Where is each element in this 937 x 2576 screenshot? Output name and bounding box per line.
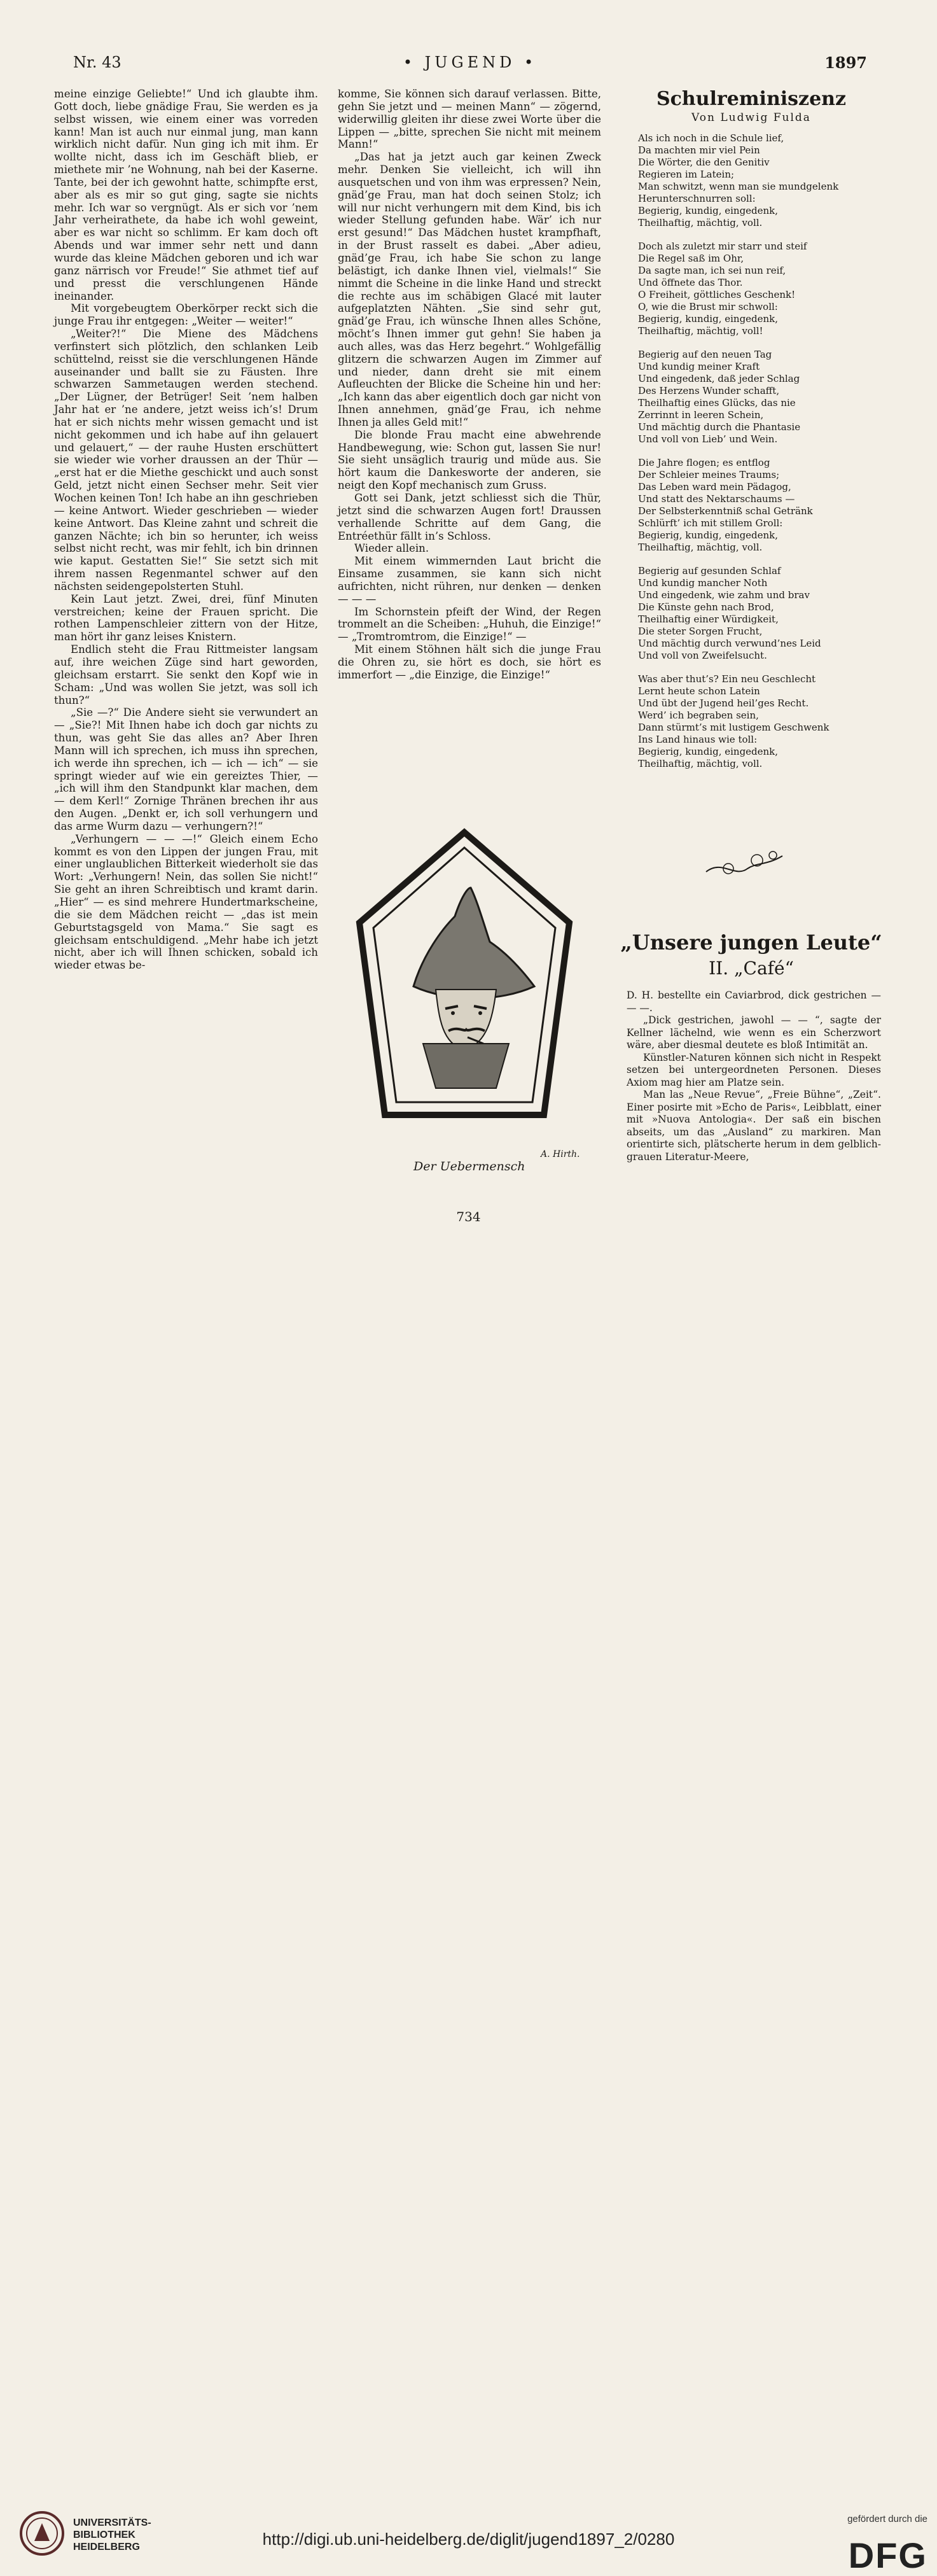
poem-line: Die steter Sorgen Frucht, <box>638 625 763 637</box>
paragraph: Mit einem wimmernden Laut bricht die Einsame zusammen, sie kann sich nicht aufrichten, nicht rühren, nur denken — denken — — — <box>338 555 601 605</box>
illustration-uebermensch <box>353 827 576 1120</box>
poem-line: Die Künste gehn nach Brod, <box>638 601 774 613</box>
digitization-footer <box>0 1250 937 2575</box>
poem-author: Von Ludwig Fulda <box>691 111 811 124</box>
essay-column <box>627 990 881 1163</box>
poem-line: Man schwitzt, wenn man sie mundgelenk <box>638 180 839 192</box>
poem-line: Theilhaftig, mächtig, voll. <box>638 757 763 769</box>
poem-line: Theilhaftig, mächtig, voll! <box>638 325 763 337</box>
poem-line: Begierig, kundig, eingedenk, <box>638 529 779 541</box>
paragraph: „Dick gestrichen, jawohl — — “, sagte der Kellner lächelnd, wie wenn es ein Scherzwort wäre, aber diesmal deutete es bloß Intimität an. <box>627 1014 881 1051</box>
paragraph: Endlich steht die Frau Rittmeister langsam auf, ihre weichen Züge sind hart geworden, gleichsam erstarrt. Sie senkt den Kopf wie in Scham: „Und was wollen Sie jetzt, was soll ich thun?“ <box>54 643 318 706</box>
poem-line: Lernt heute schon Latein <box>638 685 760 697</box>
poem-stanza <box>638 457 882 554</box>
poem-line: Theilhaftig einer Würdigkeit, <box>638 613 779 625</box>
poem-line: Begierig auf den neuen Tag <box>638 348 772 360</box>
poem-column <box>620 88 882 781</box>
library-line: UNIVERSITÄTS- <box>73 2517 151 2528</box>
flower-ornament-icon <box>703 846 786 885</box>
poem-line: Doch als zuletzt mir starr und steif <box>638 240 807 252</box>
magazine-title: • JUGEND • <box>403 53 538 71</box>
poem-stanza <box>638 349 882 445</box>
essay-subtitle: II. „Café“ <box>709 958 794 979</box>
poem-line: Da sagte man, ich sei nun reif, <box>638 264 786 276</box>
paragraph: „Weiter?!“ Die Miene des Mädchens verfinstert sich plötzlich, den schlanken Leib schüttelnd, reisst sie die verschlungenen Hände auseinander und ballt sie zu Fäusten. Ihre schwarzen Sammetaugen werden stechend. „Der Lügner, der Betrüger! Seit ’nem halben Jahr hat er ’ne andere, jetzt weiss ich’s! Drum hat er sich nichts mehr wissen gemacht und ist nicht gekommen und ich habe auf ihn gelauert und gelauert,“ — der rauhe Husten erschüttert sie wieder wie vorher draussen an der Thür — „erst hat er die Miethe geschickt und auch sonst Geld, jetzt nicht einen Sechser mehr. Seit vier Wochen keinen Ton! Ich habe an ihn geschrieben — keine Antwort. Wieder geschrieben — wieder keine Antwort. Das Kleine zahnt und schreit die ganzen Nächte; ich bin so herunter, ich weiss selbst nicht recht, was mir fehlt, ich bin drinnen wie kaput. Gestatten Sie!“ Sie setzt sich mit ihrem nassen Regenmantel schwer auf den nächsten seidengepolsterten Stuhl. <box>54 328 318 592</box>
poem-line: Und mächtig durch verwund’nes Leid <box>638 637 821 649</box>
paragraph: „Das hat ja jetzt auch gar keinen Zweck mehr. Denken Sie vielleicht, ich will ihn ausquetschen und von ihm was erpressen? Nein, gnäd’ge Frau, man hat doch seinen Stolz; ich will nur nicht verhungern mit dem Kind, bis ich wieder Stellung gefunden habe. Wär’ ich nur erst gesund!“ Das Mädchen hustet krampfhaft, in der Brust rasselt es dabei. „Aber adieu, gnäd’ge Frau, ich habe Sie schon zu lange belästigt, ich danke Ihnen viel, vielmals!“ Sie nimmt die Scheine in die linke Hand und streckt die rechte aus im schäbigen Glacé mit lauter aufgeplatzten Nähten. „Sie sind sehr gut, gnäd’ge Frau, ich wünsche Ihnen alles Schöne, möcht’s Ihnen immer gut gehn! Sie haben ja auch alles, was das Herz begehrt.“ Wohlgefällig glitzern die schwarzen Augen im Zimmer auf und nieder, dann dreht sie mit einem Aufleuchten der Blicke die Scheine hin und her: „Ich kann das aber eigentlich doch gar nicht von Ihnen annehmen, gnäd’ge Frau, ich nehme Ihnen ja alles Geld mit!“ <box>338 151 601 428</box>
illustration-signature: A. Hirth. <box>541 1149 580 1159</box>
paragraph: Gott sei Dank, jetzt schliesst sich die Thür, jetzt sind die schwarzen Augen fort! Draussen verhallende Schritte auf dem Gang, die Entréethür fällt in’s Schloss. <box>338 492 601 542</box>
poem-line: Ins Land hinaus wie toll: <box>638 733 758 745</box>
poem-line: Als ich noch in die Schule lief, <box>638 132 784 144</box>
library-line: HEIDELBERG <box>73 2542 140 2552</box>
paragraph: Kein Laut jetzt. Zwei, drei, fünf Minuten verstreichen; keine der Frauen spricht. Die rothen Lampenschleier zittern von der Hitze, man hört ihr ganz leises Knistern. <box>54 592 318 643</box>
poem-line: Herunterschnurren soll: <box>638 192 756 204</box>
poem-line: Und übt der Jugend heil’ges Recht. <box>638 697 809 709</box>
paragraph: Die blonde Frau macht eine abwehrende Handbewegung, wie: Schon gut, lassen Sie nur! Sie sieht unsäglich traurig und müde aus. Sie hört kaum die Dankesworte der anderen, sie neigt den Kopf mechanisch zum Gruss. <box>338 428 601 492</box>
paragraph: meine einzige Geliebte!“ Und ich glaubte ihm. Gott doch, liebe gnädige Frau, Sie werden es ja selbst wissen, wie einem einer was vorreden kann! Man ist auch nur einmal jung, man kann wirklich nicht dafür. Nun ging ich mit ihm. Er wollte nicht, dass ich im Geschäft blieb, er miethete mir ’ne Wohnung, nah bei der Kaserne. Tante, bei der ich gewohnt hatte, schimpfte erst, aber als es mir so gut ging, sagte sie nichts mehr. Ich war so vergnügt. Als er sich vor ’nem Jahr verheirathete, da habe ich wohl geweint, aber es war nicht so schlimm. Er kam doch oft Abends und war immer sehr nett und dann wurde das kleine Mädchen geboren und ich war ganz närrisch vor Freude!“ Sie athmet tief auf und presst die verschlungenen Hände ineinander. <box>54 88 318 302</box>
poem-stanzas <box>620 132 882 770</box>
poem-line: Theilhaftig, mächtig, voll. <box>638 541 763 553</box>
poem-line: Die Regel saß im Ohr, <box>638 252 744 264</box>
funded-by-label: gefördert durch die <box>847 2514 927 2524</box>
poem-line: O Freiheit, göttliches Geschenk! <box>638 288 796 300</box>
source-url-link[interactable]: http://digi.ub.uni-heidelberg.de/diglit/jugend1897_2/0280 <box>262 2530 675 2549</box>
page-number: 734 <box>456 1209 481 1224</box>
paragraph: „Sie —?“ Die Andere sieht sie verwundert an — „Sie?! Mit Ihnen habe ich doch gar nichts zu thun, was geht Sie das alles an? Aber Ihren Mann will ich sprechen, ich muss ihn sprechen, ich werde ihn sprechen, ich — ich — ich“ — sie springt wieder auf wie ein gereiztes Thier, — „ich will ihm den Standpunkt klar machen, dem — dem Kerl!“ Zornige Thränen brechen ihr aus den Augen. „Denkt er, ich soll verhungern und das arme Wurm dazu — verhungern?!“ <box>54 706 318 832</box>
article-column-1 <box>54 88 318 1176</box>
poem-line: Da machten mir viel Pein <box>638 144 760 156</box>
poem-line: Schlürft’ ich mit stillem Groll: <box>638 517 783 529</box>
poem-line: Theilhaftig eines Glücks, das nie <box>638 396 796 409</box>
poem-line: Und kundig meiner Kraft <box>638 360 760 372</box>
poem-line: Und voll von Zweifelsucht. <box>638 649 767 661</box>
poem-line: Was aber thut’s? Ein neu Geschlecht <box>638 673 816 685</box>
poem-line: Des Herzens Wunder schafft, <box>638 384 780 396</box>
poem-line: Werd’ ich begraben sein, <box>638 709 759 721</box>
paragraph: D. H. bestellte ein Caviarbrod, dick gestrichen — — —. <box>627 990 881 1014</box>
poem-line: Das Leben ward mein Pädagog, <box>638 480 791 493</box>
poem-stanza <box>638 673 882 770</box>
page-header <box>73 53 867 75</box>
dfg-logo: DFG <box>848 2535 927 2575</box>
poem-line: Und kundig mancher Noth <box>638 577 768 589</box>
paragraph: Mit einem Stöhnen hält sich die junge Frau die Ohren zu, sie hört es doch, sie hört es immerfort — „die Einzige, die Einzige!“ <box>338 643 601 681</box>
poem-line: Und voll von Lieb’ und Wein. <box>638 433 778 445</box>
paragraph: Im Schornstein pfeift der Wind, der Regen trommelt an die Scheiben: „Huhuh, die Einzige!“ — „Tromtromtrom, die Einzige!“ — <box>338 605 601 643</box>
poem-title: Schulreminiszenz <box>656 88 847 110</box>
issue-number: Nr. 43 <box>73 53 121 71</box>
article-column-2 <box>338 88 601 681</box>
poem-stanza <box>638 241 882 337</box>
poem-line: Die Wörter, die den Genitiv <box>638 156 770 168</box>
poem-line: Begierig auf gesunden Schlaf <box>638 564 781 577</box>
essay-title: „Unsere jungen Leute“ <box>620 930 882 955</box>
poem-line: Theilhaftig, mächtig, voll. <box>638 216 763 228</box>
poem-line: Begierig, kundig, eingedenk, <box>638 745 779 757</box>
poem-line: Begierig, kundig, eingedenk, <box>638 312 779 325</box>
paragraph: „Verhungern — — —!“ Gleich einem Echo kommt es von den Lippen der jungen Frau, mit einer unglaublichen Bitterkeit wiederholt sie das Wort: „Verhungern! Nein, das sollen Sie nicht!“ Sie geht an ihren Schreibtisch und kramt darin. „Hier“ — es sind mehrere Hundertmarkscheine, die sie dem Mädchen reicht — „das ist mein Geburtstagsgeld von Mama.“ Sie sagt es gleichsam entschuldigend. „Mehr habe ich jetzt nicht, aber ich will Ihnen schicken, sobald ich wieder etwas be- <box>54 832 318 972</box>
poem-line: Begierig, kundig, eingedenk, <box>638 204 779 216</box>
paragraph: komme, Sie können sich darauf verlassen. Bitte, gehn Sie jetzt und — meinen Mann“ — zögernd, widerwillig gleiten ihr diese zwei Worte über die Lippen — „bitte, sprechen Sie nicht mit meinem Mann!“ <box>338 88 601 151</box>
poem-line: Und mächtig durch die Phantasie <box>638 421 801 433</box>
paragraph: Man las „Neue Revue“, „Freie Bühne“, „Zeit“. Einer posirte mit »Echo de Paris«, Leibblatt, einer mit »Nuova Antologia«. Der saß ein bischen abseits, um das „Ausland“ zu markiren. Man orientirte sich, plätscherte herum in dem gelblich-grauen Literatur-Meere, <box>627 1089 881 1163</box>
poem-line: Die Jahre flogen; es entflog <box>638 456 770 468</box>
paragraph: Wieder allein. <box>354 542 429 555</box>
poem-line: Und öffnete das Thor. <box>638 276 743 288</box>
poem-line: Der Selbsterkenntniß schal Getränk <box>638 505 813 517</box>
poem-stanza <box>638 132 882 229</box>
poem-line: Und statt des Nektarschaums — <box>638 493 795 505</box>
library-line: BIBLIOTHEK <box>73 2530 135 2540</box>
poem-line: Und eingedenk, daß jeder Schlag <box>638 372 800 384</box>
poem-line: Dann stürmt’s mit lustigem Geschwenk <box>638 721 829 733</box>
poem-line: Und eingedenk, wie zahm und brav <box>638 589 810 601</box>
poem-line: Zerrinnt in leeren Schein, <box>638 409 764 421</box>
poem-line: Regieren im Latein; <box>638 168 735 180</box>
illustration-caption: Der Uebermensch <box>413 1159 525 1173</box>
poem-line: O, wie die Brust mir schwoll: <box>638 300 778 312</box>
poem-stanza <box>638 565 882 662</box>
paragraph: Künstler-Naturen können sich nicht in Respekt setzen bei untergeordneten Personen. Dieses Axiom mag hier am Platze sein. <box>627 1051 881 1088</box>
year: 1897 <box>824 53 867 72</box>
paragraph: Mit vorgebeugtem Oberkörper reckt sich die junge Frau ihr entgegen: „Weiter — weiter!“ <box>54 302 318 328</box>
poem-line: Der Schleier meines Traums; <box>638 468 780 480</box>
